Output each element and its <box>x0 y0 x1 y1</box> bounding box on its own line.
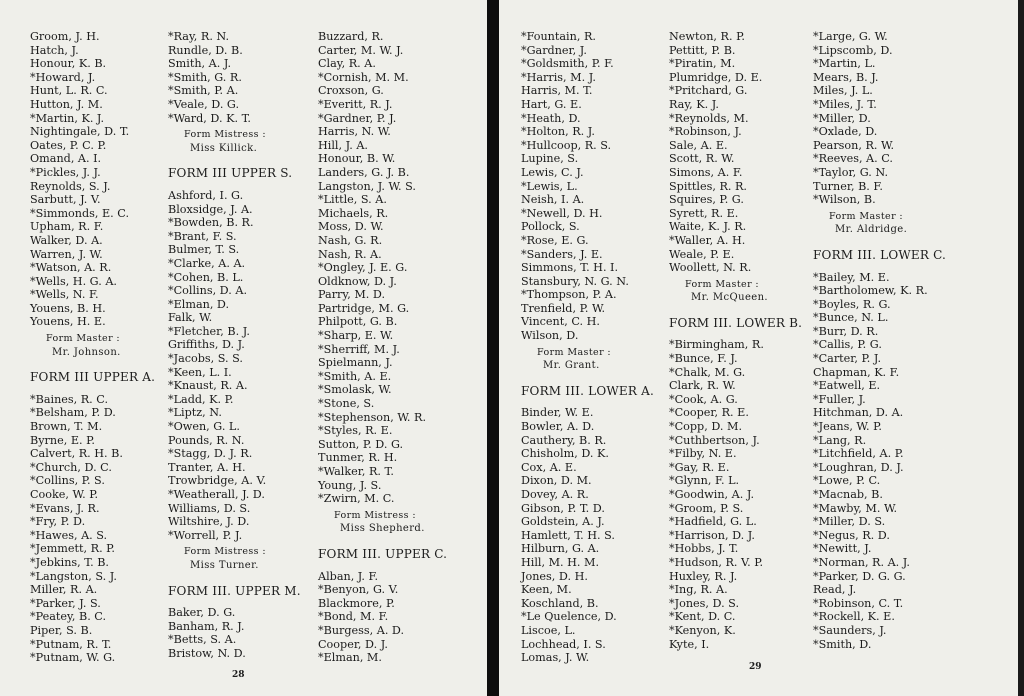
student-name: Pearson, R. W. <box>813 138 895 152</box>
student-name: *Harrison, D. J. <box>669 528 755 542</box>
student-name: Warren, J. W. <box>30 247 103 261</box>
student-name: Newton, R. P. <box>669 30 745 43</box>
student-name: Dovey, A. R. <box>521 488 589 501</box>
student-name: *Miller, D. S. <box>813 515 886 529</box>
student-name: *Jemmett, R. P. <box>30 542 115 556</box>
student-name: Binder, W. E. <box>521 406 594 420</box>
student-name: *Smith, A. E. <box>318 369 392 383</box>
student-name: Jones, D. H. <box>521 569 588 583</box>
student-name: *Macnab, B. <box>813 488 883 501</box>
student-name: Liscoe, L. <box>521 623 576 637</box>
form-heading: FORM III. LOWER B. <box>669 315 803 330</box>
student-name: *Little, S. A. <box>318 193 387 207</box>
student-name: *Styles, R. E. <box>318 424 393 438</box>
student-name: *Langston, S. J. <box>30 569 117 583</box>
student-name: *Wilson, B. <box>813 193 876 207</box>
student-name: *Smith, G. R. <box>168 70 242 84</box>
student-name: Landers, G. J. B. <box>318 165 410 179</box>
student-name: *Cook, A. G. <box>669 392 738 406</box>
student-name: *Newell, D. H. <box>521 206 603 220</box>
student-name: *Weatherall, J. D. <box>168 488 265 501</box>
student-name: *Smith, P. A. <box>168 84 239 98</box>
student-name: Scott, R. W. <box>669 152 735 166</box>
student-name: *Sherriff, M. J. <box>318 342 400 356</box>
student-name: Honour, B. W. <box>318 152 396 166</box>
student-name: *Smith, D. <box>813 637 872 651</box>
right-col-2 <box>669 30 802 651</box>
student-name: *Bailey, M. E. <box>813 270 890 284</box>
student-name: Bristow, N. D. <box>168 646 246 660</box>
form-heading: FORM III. UPPER M. <box>168 583 301 598</box>
student-name: Brown, T. M. <box>30 420 103 434</box>
form-master-label: Form Master : <box>46 333 121 345</box>
student-name: *Jebkins, T. B. <box>30 555 109 569</box>
student-name: *Negus, R. D. <box>813 528 890 542</box>
student-name: *Belsham, P. D. <box>30 406 116 420</box>
student-name: Woollett, N. R. <box>669 261 752 275</box>
student-name: *Lewis, L. <box>521 179 578 193</box>
student-name: *Putnam, W. G. <box>30 651 116 665</box>
student-name: Trenfield, P. W. <box>521 301 606 315</box>
student-name: Lomas, J. W. <box>521 651 590 665</box>
student-name: Oldknow, D. J. <box>318 274 397 288</box>
student-name: Nightingale, D. T. <box>30 125 130 139</box>
student-name: *Chalk, M. G. <box>669 365 746 379</box>
student-name: Hutton, J. M. <box>30 97 103 111</box>
student-name: Carter, M. W. J. <box>318 43 404 57</box>
student-name: Reynolds, S. J. <box>30 179 111 193</box>
student-name: Philpott, G. B. <box>318 315 398 329</box>
student-name: *Burgess, A. D. <box>318 623 405 637</box>
student-name: Neish, I. A. <box>521 193 585 207</box>
student-name: *Stagg, D. J. R. <box>168 447 253 461</box>
form-master-label: Form Master : <box>537 346 612 358</box>
student-name: *Jacobs, S. S. <box>168 352 243 366</box>
student-name: *Hudson, R. V. P. <box>669 555 764 569</box>
student-name: *Piratin, M. <box>669 57 736 71</box>
student-name: *Jeans, W. P. <box>813 420 882 434</box>
form-master-label: Form Master : <box>685 278 760 290</box>
student-name: Youens, H. E. <box>30 315 106 329</box>
student-name: *Oxlade, D. <box>813 125 878 139</box>
student-name: Hill, M. H. M. <box>521 555 600 569</box>
student-name: *Pritchard, G. <box>669 84 748 98</box>
form-master-name: Miss Killick. <box>190 142 258 154</box>
student-name: Clark, R. W. <box>669 379 736 393</box>
student-name: Byrne, E. P. <box>30 433 95 447</box>
student-name: Hill, J. A. <box>318 138 368 152</box>
student-name: Parry, M. D. <box>318 288 386 302</box>
student-name: *Fountain, R. <box>521 30 596 43</box>
student-name: Tranter, A. H. <box>168 460 246 474</box>
student-name: Ashford, I. G. <box>168 188 244 202</box>
student-name: *Parker, D. G. G. <box>813 569 906 583</box>
student-name: Plumridge, D. E. <box>669 70 763 84</box>
form-master-name: Mr. McQueen. <box>691 292 769 304</box>
student-name: Koschland, B. <box>521 596 599 610</box>
student-name: Sale, A. E. <box>669 138 728 152</box>
student-name: Moss, D. W. <box>318 220 384 234</box>
student-name: Ray, K. J. <box>669 97 719 111</box>
student-name: *Groom, P. S. <box>669 501 744 515</box>
student-name: *Carter, P. J. <box>813 352 882 366</box>
student-name: *Sharp, E. W. <box>318 329 394 343</box>
student-name: *Hadfield, G. L. <box>669 515 757 529</box>
student-name: *Cornish, M. M. <box>318 70 409 84</box>
student-name: *Waller, A. H. <box>669 233 746 247</box>
right-col-1 <box>521 30 654 665</box>
student-name: Harris, N. W. <box>318 125 391 139</box>
student-name: *Church, D. C. <box>30 460 112 474</box>
student-name: *Keen, L. I. <box>168 365 232 379</box>
student-name: *Bond, M. F. <box>318 610 389 624</box>
student-name: *Le Quelence, D. <box>521 610 617 624</box>
student-name: Hilburn, G. A. <box>521 542 600 556</box>
student-name: Waite, K. J. R. <box>669 220 747 234</box>
student-name: *Bunce, F. J. <box>669 352 738 366</box>
student-name: *Miles, J. T. <box>813 97 877 111</box>
student-name: *Copp, D. M. <box>669 420 743 434</box>
form-master-name: Miss Turner. <box>190 559 259 571</box>
student-name: *Walker, R. T. <box>318 465 394 478</box>
form-master-name: Miss Shepherd. <box>340 523 425 535</box>
student-name: *Evans, J. R. <box>30 501 100 515</box>
form-master-label: Form Mistress : <box>184 546 266 558</box>
student-name: *Putnam, R. T. <box>30 637 112 651</box>
student-name: *Gardner, J. <box>521 43 587 57</box>
student-name: *Eatwell, E. <box>813 379 881 393</box>
student-name: *Hawes, A. S. <box>30 528 108 542</box>
student-name: *Hobbs, J. T. <box>669 542 739 556</box>
student-name: *Gay, R. E. <box>669 460 730 474</box>
student-name: Wiltshire, J. D. <box>168 515 250 529</box>
student-name: *Owen, G. L. <box>168 420 240 434</box>
student-name: *Lowe, P. C. <box>813 474 881 488</box>
student-name: *Heath, D. <box>521 111 581 125</box>
student-name: *Collins, P. S. <box>30 474 105 488</box>
student-name: *Jones, D. S. <box>669 596 739 610</box>
student-name: Blackmore, P. <box>318 596 395 610</box>
student-name: *Loughran, D. J. <box>813 460 904 474</box>
student-name: Rundle, D. B. <box>168 43 243 57</box>
student-name: Piper, S. B. <box>30 623 93 637</box>
student-name: *Norman, R. A. J. <box>813 555 910 569</box>
student-name: Turner, B. F. <box>813 179 883 193</box>
student-name: Baker, D. G. <box>168 606 236 620</box>
student-name: Kyte, I. <box>669 637 710 651</box>
student-name: *Ward, D. K. T. <box>168 111 251 125</box>
student-name: Lupine, S. <box>521 152 579 166</box>
student-name: *Liptz, N. <box>168 406 222 420</box>
student-name: *Peatey, B. C. <box>30 610 107 624</box>
student-name: Langston, J. W. S. <box>318 179 416 193</box>
student-name: *Callis, P. G. <box>813 338 882 352</box>
student-name: Williams, D. S. <box>168 501 251 515</box>
student-name: *Filby, N. E. <box>669 447 737 461</box>
page-number: 28 <box>232 670 245 680</box>
form-master-name: Mr. Aldridge. <box>835 224 908 236</box>
student-name: *Howard, J. <box>30 70 96 84</box>
student-name: Syrett, R. E. <box>669 206 739 220</box>
form-heading: FORM III. LOWER A. <box>521 383 654 398</box>
student-name: Young, J. S. <box>318 478 382 492</box>
student-name: Cooke, W. P. <box>30 488 99 501</box>
student-name: Read, J. <box>813 583 857 597</box>
student-name: Cooper, D. J. <box>318 637 388 651</box>
student-name: *Reeves, A. C. <box>813 152 893 166</box>
student-name: *Martin, L. <box>813 57 876 71</box>
student-name: Simons, A. F. <box>669 165 743 179</box>
student-name: Pollock, S. <box>521 220 580 234</box>
student-name: *Cohen, B. L. <box>168 270 244 284</box>
student-name: *Zwirn, M. C. <box>318 492 395 506</box>
student-name: Chapman, K. F. <box>813 365 900 379</box>
student-name: Goldstein, A. J. <box>521 515 605 529</box>
student-name: Nash, R. A. <box>318 247 382 261</box>
student-name: Gibson, P. T. D. <box>521 501 605 515</box>
student-name: *Kent, D. C. <box>669 610 736 624</box>
student-name: *Martin, K. J. <box>30 111 105 125</box>
student-name: *Cooper, R. E. <box>669 406 749 420</box>
student-name: *Elman, M. <box>318 651 382 665</box>
binding-gutter <box>487 0 499 696</box>
student-name: *Wells, H. G. A. <box>30 274 117 288</box>
student-name: Bulmer, T. S. <box>168 243 240 257</box>
student-name: *Cuthbertson, J. <box>669 433 760 447</box>
student-name: *Clarke, A. A. <box>168 256 246 270</box>
student-name: Bowler, A. D. <box>521 420 595 434</box>
student-name: *Gardner, P. J. <box>318 111 397 125</box>
student-name: *Fry, P. D. <box>30 515 86 529</box>
student-name: *Smolask, W. <box>318 383 392 397</box>
student-name: Keen, M. <box>521 583 572 597</box>
student-name: Walker, D. A. <box>30 233 103 247</box>
form-heading: FORM III. LOWER C. <box>813 247 947 262</box>
left-page <box>0 0 487 696</box>
student-name: Trowbridge, A. V. <box>168 474 267 488</box>
student-name: *Litchfield, A. P. <box>813 447 904 461</box>
student-name: *Kenyon, K. <box>669 623 736 637</box>
student-name: *Ing, R. A. <box>669 583 728 597</box>
student-name: *Miller, D. <box>813 111 871 125</box>
student-name: Griffiths, D. J. <box>168 338 245 352</box>
student-name: Hart, G. E. <box>521 97 582 111</box>
student-name: Buzzard, R. <box>318 30 384 43</box>
student-name: *Reynolds, M. <box>669 111 749 125</box>
student-name: *Elman, D. <box>168 297 230 311</box>
form-master-label: Form Mistress : <box>334 509 416 521</box>
student-name: Pounds, R. N. <box>168 433 245 447</box>
left-col-3 <box>318 30 447 665</box>
student-name: *Everitt, R. J. <box>318 97 393 111</box>
student-name: Upham, R. F. <box>30 220 104 234</box>
student-name: Hunt, L. R. C. <box>30 84 108 98</box>
student-name: Lochhead, I. S. <box>521 637 606 651</box>
form-master-label: Form Mistress : <box>184 129 266 141</box>
student-name: Clay, R. A. <box>318 57 376 71</box>
student-name: Simmons, T. H. I. <box>521 261 619 275</box>
student-name: *Bartholomew, K. R. <box>813 284 928 298</box>
student-name: Huxley, R. J. <box>669 569 738 583</box>
student-name: *Worrell, P. J. <box>168 528 243 542</box>
student-name: *Parker, J. S. <box>30 596 101 610</box>
student-name: *Stone, S. <box>318 397 375 411</box>
student-name: *Taylor, G. N. <box>813 165 888 179</box>
student-name: Banham, R. J. <box>168 619 245 633</box>
student-name: *Holton, R. J. <box>521 125 595 139</box>
student-name: *Pickles, J. J. <box>30 165 101 179</box>
student-name: *Fuller, J. <box>813 392 866 406</box>
student-name: *Goldsmith, P. F. <box>521 57 614 71</box>
student-name: Tunmer, R. H. <box>318 451 398 465</box>
student-name: *Watson, A. R. <box>30 261 112 275</box>
student-name: Croxson, G. <box>318 84 384 98</box>
student-name: *Simmonds, E. C. <box>30 206 130 220</box>
student-name: Mears, B. J. <box>813 70 879 84</box>
student-name: Hatch, J. <box>30 43 79 57</box>
page-number: 29 <box>749 662 762 672</box>
student-name: Hitchman, D. A. <box>813 406 904 420</box>
student-name: Chisholm, D. K. <box>521 447 609 461</box>
student-name: *Glynn, F. L. <box>669 474 740 488</box>
form-master-label: Form Master : <box>829 210 904 222</box>
left-col-2 <box>168 30 301 661</box>
student-name: *Thompson, P. A. <box>521 288 617 302</box>
student-name: Lewis, C. J. <box>521 165 584 179</box>
student-name: *Betts, S. A. <box>168 633 237 647</box>
student-name: *Birmingham, R. <box>669 338 764 352</box>
student-name: *Stephenson, W. R. <box>318 410 426 424</box>
student-name: Honour, K. B. <box>30 57 107 71</box>
form-heading: FORM III UPPER A. <box>30 370 156 385</box>
form-master-name: Mr. Grant. <box>543 360 600 372</box>
student-name: Cauthery, B. R. <box>521 433 607 447</box>
student-name: Stansbury, N. G. N. <box>521 274 629 288</box>
student-name: Dixon, D. M. <box>521 474 592 488</box>
student-name: Alban, J. F. <box>318 569 379 583</box>
student-name: *Ladd, K. P. <box>168 392 234 406</box>
student-name: Spittles, R. R. <box>669 179 747 193</box>
student-name: *Ongley, J. E. G. <box>318 261 408 275</box>
student-name: Groom, J. H. <box>30 30 100 43</box>
student-name: *Mawby, M. W. <box>813 501 898 515</box>
student-name: *Hullcoop, R. S. <box>521 138 612 152</box>
student-name: Nash, G. R. <box>318 233 383 247</box>
student-name: Partridge, M. G. <box>318 301 410 315</box>
student-name: *Saunders, J. <box>813 623 887 637</box>
student-name: *Harris, M. J. <box>521 70 596 84</box>
form-heading: FORM III. UPPER C. <box>318 546 448 561</box>
student-name: *Lang, R. <box>813 433 867 447</box>
student-name: Youens, B. H. <box>30 301 106 315</box>
student-name: *Wells, N. F. <box>30 288 99 302</box>
student-name: Smith, A. J. <box>168 57 232 71</box>
student-name: *Bowden, B. R. <box>168 216 254 230</box>
student-name: *Lipscomb, D. <box>813 43 893 57</box>
student-name: *Large, G. W. <box>813 30 888 43</box>
student-name: Bloxsidge, J. A. <box>168 202 253 216</box>
student-name: *Collins, D. A. <box>168 284 248 298</box>
student-name: *Fletcher, B. J. <box>168 324 250 338</box>
student-name: *Boyles, R. G. <box>813 297 891 311</box>
student-name: *Burr, D. R. <box>813 324 879 338</box>
student-name: *Knaust, R. A. <box>168 379 248 393</box>
student-name: *Newitt, J. <box>813 542 872 556</box>
student-name: *Brant, F. S. <box>168 229 237 243</box>
student-name: Vincent, C. H. <box>521 315 600 329</box>
student-name: Miller, R. A. <box>30 583 98 597</box>
student-name: Sutton, P. D. G. <box>318 437 404 451</box>
student-name: Oates, P. C. P. <box>30 138 107 152</box>
student-name: *Benyon, G. V. <box>318 583 399 597</box>
student-name: Hamlett, T. H. S. <box>521 528 615 542</box>
student-name: *Sanders, J. E. <box>521 247 603 261</box>
left-col-1 <box>30 30 155 665</box>
student-name: Falk, W. <box>168 311 213 325</box>
student-name: Pettitt, P. B. <box>669 43 736 57</box>
student-name: *Veale, D. G. <box>168 97 240 111</box>
student-name: Calvert, R. H. B. <box>30 447 123 461</box>
student-name: Weale, P. E. <box>669 247 735 261</box>
student-name: *Robinson, J. <box>669 125 742 139</box>
student-name: Sarbutt, J. V. <box>30 193 101 207</box>
form-master-name: Mr. Johnson. <box>52 346 121 358</box>
student-name: *Ray, R. N. <box>168 30 230 43</box>
student-name: Miles, J. L. <box>813 84 873 98</box>
right-col-3 <box>813 30 946 651</box>
student-name: *Goodwin, A. J. <box>669 488 754 501</box>
student-name: Omand, A. I. <box>30 152 102 166</box>
student-name: Squires, P. G. <box>669 193 744 207</box>
student-name: Harris, M. T. <box>521 84 593 98</box>
form-heading: FORM III UPPER S. <box>168 166 293 181</box>
student-name: Cox, A. E. <box>521 460 577 474</box>
student-name: Spielmann, J. <box>318 356 393 370</box>
student-name: *Robinson, C. T. <box>813 596 904 610</box>
student-name: *Baines, R. C. <box>30 392 108 406</box>
right-page <box>499 0 1018 696</box>
student-name: *Rose, E. G. <box>521 233 589 247</box>
student-name: *Bunce, N. L. <box>813 311 889 325</box>
student-name: *Rockell, K. E. <box>813 610 895 624</box>
student-name: Michaels, R. <box>318 206 389 220</box>
student-name: Wilson, D. <box>521 329 579 343</box>
